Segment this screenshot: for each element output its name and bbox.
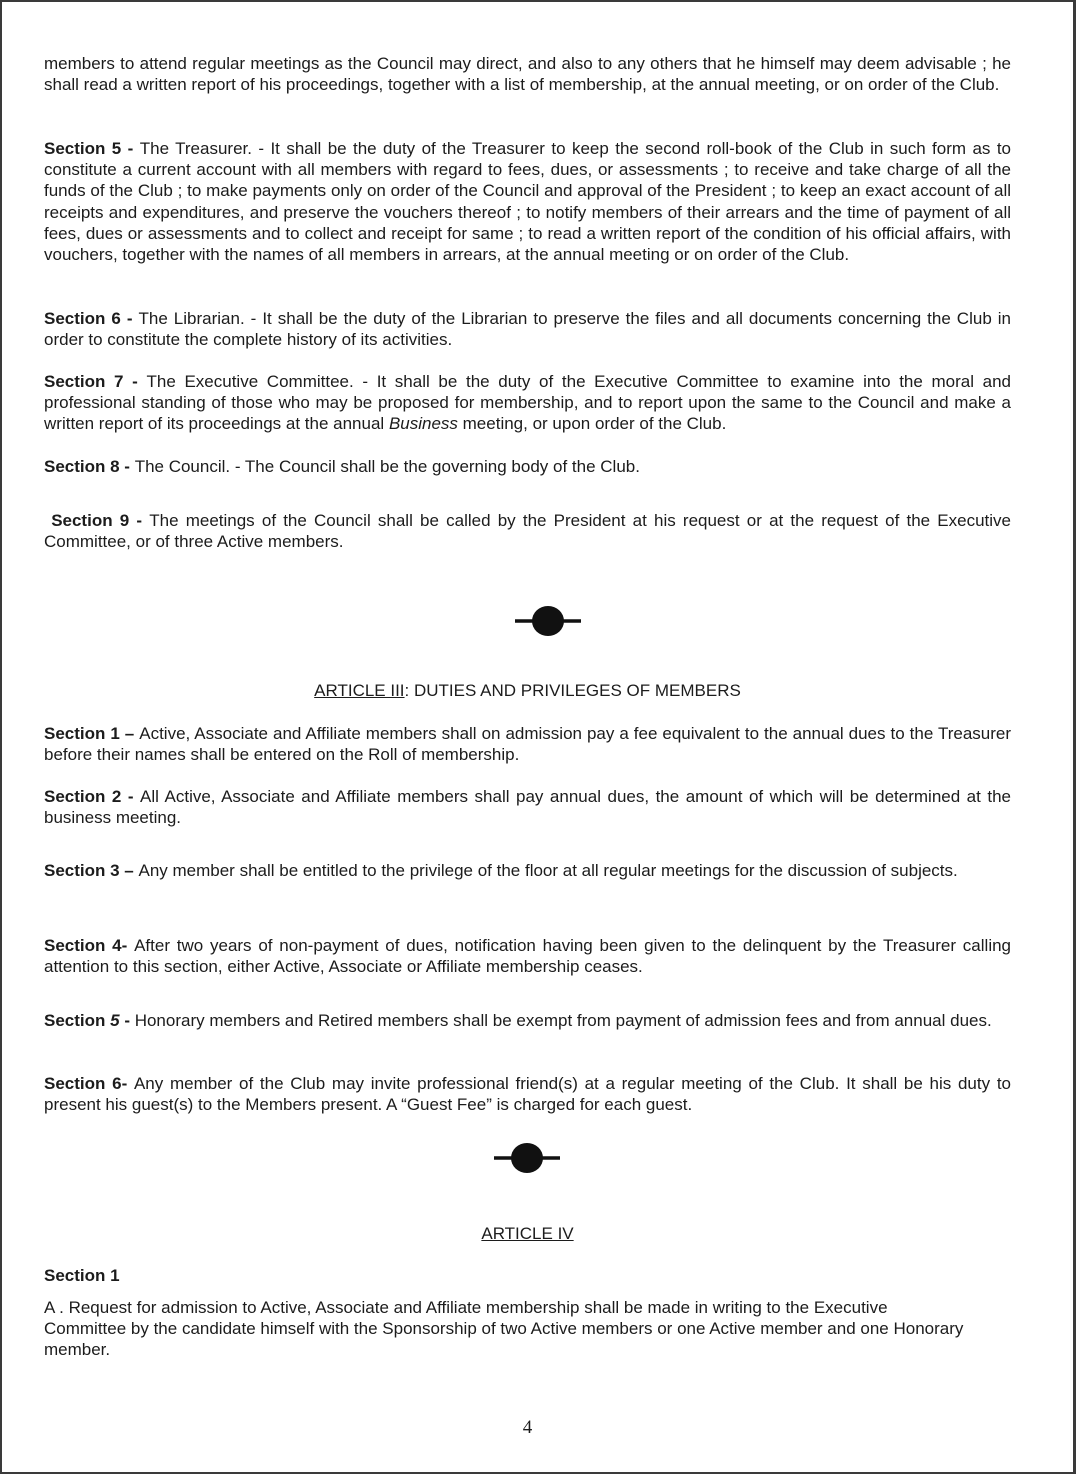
- section-label: Section 6-: [44, 1074, 134, 1093]
- article2-section-9: [44, 510, 1011, 552]
- section-label: Section 5 -: [44, 139, 140, 158]
- article2-section-5: [44, 138, 1011, 265]
- section-text: Honorary members and Retired members shall be exempt from payment of admission fees and from annual dues.: [134, 1011, 992, 1030]
- article2-section-6: [44, 308, 1011, 350]
- section-text: Any member of the Club may invite professional friend(s) at a regular meeting of the Club. It shall be his duty to present his guest(s) to the Members present. A “Guest Fee” is charged for each guest.: [44, 1074, 1011, 1115]
- section-label: Section 1: [44, 1266, 120, 1285]
- article3-heading-number: ARTICLE III: [314, 681, 405, 700]
- article2-section-8: [44, 456, 1011, 477]
- article3-heading: [44, 680, 1011, 701]
- article3-heading-title: : DUTIES AND PRIVILEGES OF MEMBERS: [404, 681, 741, 700]
- article4-heading: [44, 1223, 1011, 1244]
- section-text: After two years of non-payment of dues, notification having been given to the delinquent by the Treasurer calling attention to this section, either Active, Associate or Affiliate membership ceases.: [44, 936, 1012, 977]
- section-label: Section 4-: [44, 936, 135, 955]
- article3-section-1: [44, 723, 1011, 765]
- ornament-divider-icon: [493, 1140, 561, 1176]
- section-text-italic: Business: [388, 414, 458, 434]
- section-label: Section 1 –: [44, 724, 140, 743]
- section-label: Section: [44, 1011, 111, 1030]
- section-text: The Treasurer. - It shall be the duty of the Treasurer to keep the second roll-book of the Club in such form as to constitute a current account with all members with regard to fees, dues, or assessments ; to receive and take charge of all the funds of the Club ; to make payments only on order of the Council and approval of the President ; to keep an exact account of all receipts and expenditures, and preserve the vouchers thereof ; to notify members of their arrears and the time of payment of all fees, dues or assessments and to collect and receipt for same ; to read a written report of the condition of his official affairs, with vouchers, together with the names of all members in arrears, at the annual meeting or on order of the Club.: [44, 139, 1012, 265]
- article4-section-1-heading: [44, 1265, 1011, 1286]
- section-label: Section 3 –: [44, 861, 139, 880]
- intro-paragraph: [44, 53, 1011, 95]
- paragraph-text: A . Request for admission to Active, Associate and Affiliate membership shall be made in writing to the Executive Committee by the candidate himself with the Sponsorship of two Active members or one Active member and one Honorary member.: [44, 1298, 964, 1360]
- article2-section-7: [44, 371, 1011, 435]
- section-label-number: 5: [110, 1011, 120, 1030]
- section-label: Section 2 -: [44, 787, 141, 806]
- section-label: Section 6 -: [44, 309, 139, 328]
- intro-text: members to attend regular meetings as the Council may direct, and also to any others that he himself may deem advisable ; he shall read a written report of his proceedings, together with a list of membership, at the annual meeting, or on order of the Club.: [44, 54, 1011, 95]
- section-label: Section 8 -: [44, 457, 135, 476]
- section-text: All Active, Associate and Affiliate members shall pay annual dues, the amount of which will be determined at the business meeting.: [44, 787, 1012, 828]
- section-text: meeting, or upon order of the Club.: [457, 414, 727, 434]
- article3-section-2: [44, 786, 1011, 828]
- document-page: [2, 2, 1073, 1472]
- section-text: Active, Associate and Affiliate members shall on admission pay a fee equivalent to the annual dues to the Treasurer before their names shall be entered on the Roll of membership.: [44, 724, 1012, 765]
- ornament-divider-icon: [514, 603, 582, 639]
- article3-section-4: [44, 935, 1011, 977]
- page-number: 4: [522, 1417, 533, 1438]
- section-text: The meetings of the Council shall be called by the President at his request or at the request of the Executive Committee, or of three Active members.: [44, 511, 1011, 552]
- section-text: The Librarian. - It shall be the duty of the Librarian to preserve the files and all documents concerning the Club in order to constitute the complete history of its activities.: [44, 309, 1012, 350]
- section-label: Section 9 -: [51, 511, 150, 530]
- section-text: The Council. - The Council shall be the governing body of the Club.: [134, 457, 640, 476]
- section-text: Any member shall be entitled to the privilege of the floor at all regular meetings for the discussion of subjects.: [138, 861, 958, 880]
- section-text: The Executive Committee. - It shall be the duty of the Executive Committee to examine into the moral and professional standing of those who may be proposed for membership, and to report upon the same to the Council and make a written report of its proceedings at the annual: [44, 372, 1012, 434]
- article4-paragraph-a: [44, 1297, 969, 1361]
- section-label: Section 7 -: [44, 372, 147, 391]
- section-label-dash: -: [119, 1011, 135, 1030]
- article3-section-3: [44, 860, 1011, 881]
- article3-section-6: [44, 1073, 1011, 1115]
- article3-section-5: [44, 1010, 1011, 1031]
- article4-heading-text: ARTICLE IV: [481, 1224, 574, 1243]
